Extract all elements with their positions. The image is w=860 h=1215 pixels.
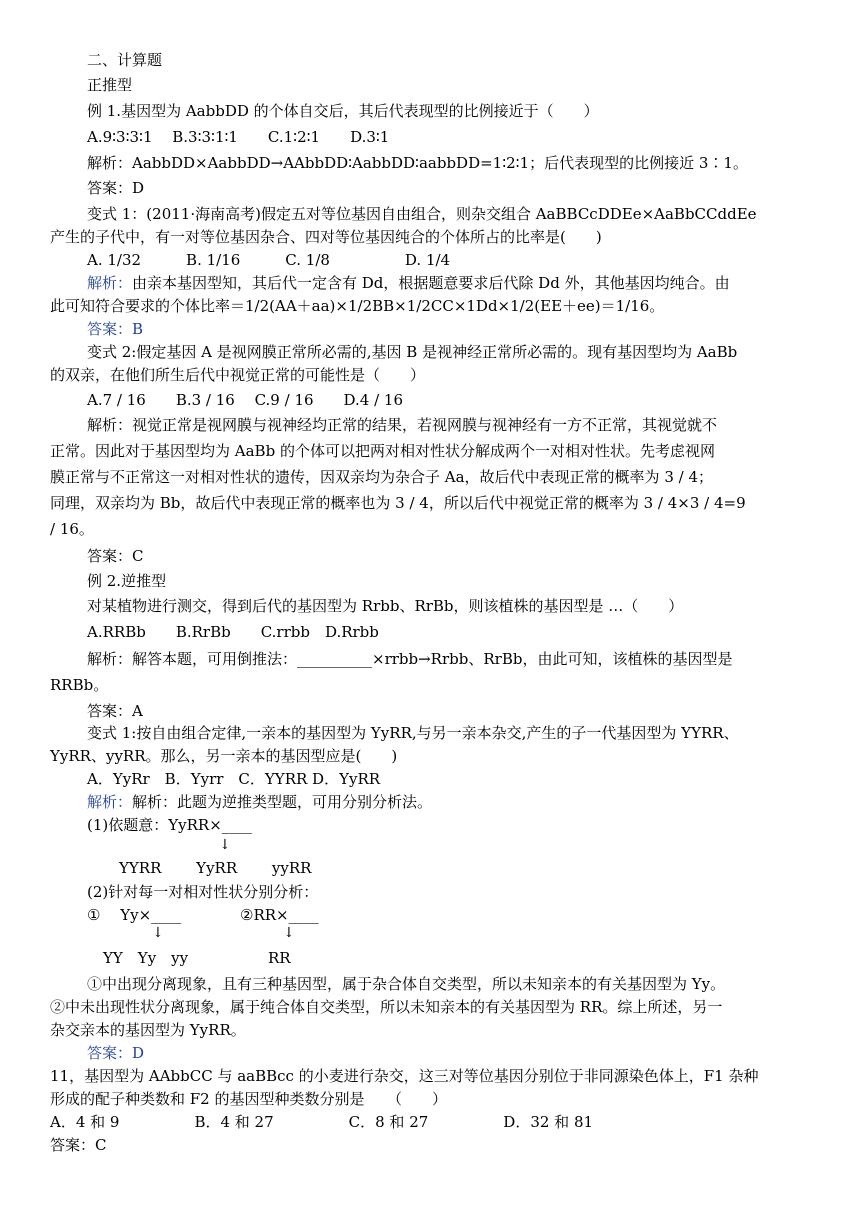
- variant-1-answer: 答案：B: [87, 320, 144, 338]
- conclusion-line-1: ①中出现分离现象，且有三种基因型，属于杂合体自交类型，所以未知亲本的有关基因型为 Yy。: [87, 975, 726, 993]
- subsection-title: 正推型: [87, 76, 133, 94]
- variant-2-answer: 答案：C: [87, 547, 144, 565]
- variant-1-analysis-line-1: [87, 273, 730, 293]
- example-2-analysis-line-1: 解析：解答本题，可用倒推法：__________×rrbb→Rrbb、RrBb，由此可知，该植株的基因型是: [87, 650, 733, 668]
- conclusion-line-2: ②中未出现性状分离现象，属于纯合体自交类型，所以未知亲本的有关基因型为 RR。综上所述，另一: [50, 998, 723, 1016]
- question-11-options: A．4 和 9 B．4 和 27 C．8 和 27 D．32 和 81: [50, 1113, 594, 1131]
- step-1-text: (1)依题意：YyRR×____: [87, 816, 252, 834]
- analysis-text: 由亲本基因型知，其后代一定含有 Dd，根据题意要求后代除 Dd 外，其他基因均纯合。由: [132, 274, 730, 292]
- variant-2-question-line-2: 的双亲，在他们所生后代中视觉正常的可能性是（ ）: [50, 366, 426, 384]
- variant-2-analysis-line-3: 膜正常与不正常这一对相对性状的遗传，因双亲均为杂合子 Aa，故后代中表现正常的概率为 3 / 4；: [50, 468, 713, 486]
- example-1-analysis: 解析：AabbDD×AabbDD→AAbbDD∶AabbDD∶aabbDD=1∶2∶1；后代表现型的比例接近 3∶1。: [87, 154, 748, 172]
- variant-2-analysis-line-4: 同理，双亲均为 Bb，故后代中表现正常的概率也为 3 / 4，所以后代中视觉正常的概率为 3 / 4×3 / 4=9: [50, 494, 746, 512]
- analysis-text-2: 解析：此题为逆推类型题，可用分别分析法。: [132, 793, 433, 811]
- variant-2-analysis-line-1: 解析：视觉正常是视网膜与视神经均正常的结果，若视网膜与视神经有一方不正常，其视觉就不: [87, 416, 718, 434]
- conclusion-line-3: 杂交亲本的基因型为 YyRR。: [50, 1021, 246, 1039]
- pair-2-cross: ②RR×____: [240, 906, 319, 924]
- example-2-variant-1-options: A．YyRr B．Yyrr C．YYRR D．YyRR: [87, 770, 381, 788]
- variant-1-question-line-2: 产生的子代中，有一对等位基因杂合、四对等位基因纯合的个体所占的比率是( ): [50, 228, 602, 246]
- section-title: 二、计算题: [87, 51, 163, 69]
- example-2-variant-1-analysis: [87, 792, 432, 812]
- variant-1-options: A. 1/32 B. 1/16 C. 1/8 D. 1/4: [87, 251, 451, 269]
- arrow-down-icon: ↓: [152, 925, 164, 941]
- example-2-question: 对某植物进行测交，得到后代的基因型为 Rrbb、RrBb，则该植株的基因型是 …（ ）: [87, 597, 684, 615]
- variant-2-analysis-line-5: / 16。: [50, 520, 94, 538]
- example-2-answer: 答案：A: [87, 702, 143, 720]
- variant-2-question-line-1: 变式 2:假定基因 A 是视网膜正常所必需的,基因 B 是视神经正常所必需的。现有基因型均为 AaBb: [87, 343, 738, 361]
- example-1-options: A.9∶3∶3∶1 B.3∶3∶1∶1 C.1∶2∶1 D.3∶1: [87, 128, 390, 146]
- example-2-options: A.RRBb B.RrBb C.rrbb D.Rrbb: [87, 623, 379, 641]
- step-2-text: (2)针对每一对相对性状分别分析：: [87, 883, 319, 901]
- example-1-question: 例 1.基因型为 AabbDD 的个体自交后，其后代表现型的比例接近于（ ）: [87, 102, 599, 120]
- question-11-line-1: 11，基因型为 AAbbCC 与 aaBBcc 的小麦进行杂交，这三对等位基因分别位于非同源染色体上，F1 杂种: [50, 1067, 759, 1085]
- question-11-answer: 答案：C: [50, 1136, 107, 1154]
- step-1-offspring: YYRR YyRR yyRR: [119, 859, 312, 877]
- example-2-variant-1-question-line-1: 变式 1:按自由组合定律,一亲本的基因型为 YyRR,与另一亲本杂交,产生的子一代基因型为 YYRR、: [87, 724, 739, 742]
- variant-2-analysis-line-2: 正常。因此对于基因型均为 AaBb 的个体可以把两对相对性状分解成两个一对相对性状。先考虑视网: [50, 442, 715, 460]
- pair-1-offspring: YY Yy yy: [103, 949, 189, 967]
- example-1-answer: 答案：D: [87, 179, 145, 197]
- variant-2-options: A.7 / 16 B.3 / 16 C.9 / 16 D.4 / 16: [87, 391, 404, 409]
- variant-1-analysis-line-2: 此可知符合要求的个体比率＝1/2(AA＋aa)×1/2BB×1/2CC×1Dd×1/2(EE＋ee)＝1/16。: [50, 297, 665, 315]
- arrow-down-icon: ↓: [283, 925, 295, 941]
- pair-1-cross: ① Yy×____: [87, 906, 182, 924]
- example-2-variant-1-question-line-2: YyRR、yyRR。那么，另一亲本的基因型应是( ): [50, 747, 398, 765]
- analysis-label: 解析：: [87, 274, 133, 292]
- example-2-variant-1-answer: 答案：D: [87, 1044, 145, 1062]
- example-2-analysis-line-2: RRBb。: [50, 676, 109, 694]
- variant-1-question-line-1: 变式 1：(2011·海南高考)假定五对等位基因自由组合，则杂交组合 AaBBCcDDEe×AaBbCCddEe: [87, 205, 757, 223]
- example-2-title: 例 2.逆推型: [87, 572, 167, 590]
- analysis-label-2: 解析：: [87, 793, 133, 811]
- pair-2-offspring: RR: [268, 949, 291, 967]
- question-11-line-2: 形成的配子种类数和 F2 的基因型种类数分别是 （ ）: [50, 1090, 447, 1108]
- arrow-down-icon: ↓: [219, 837, 231, 853]
